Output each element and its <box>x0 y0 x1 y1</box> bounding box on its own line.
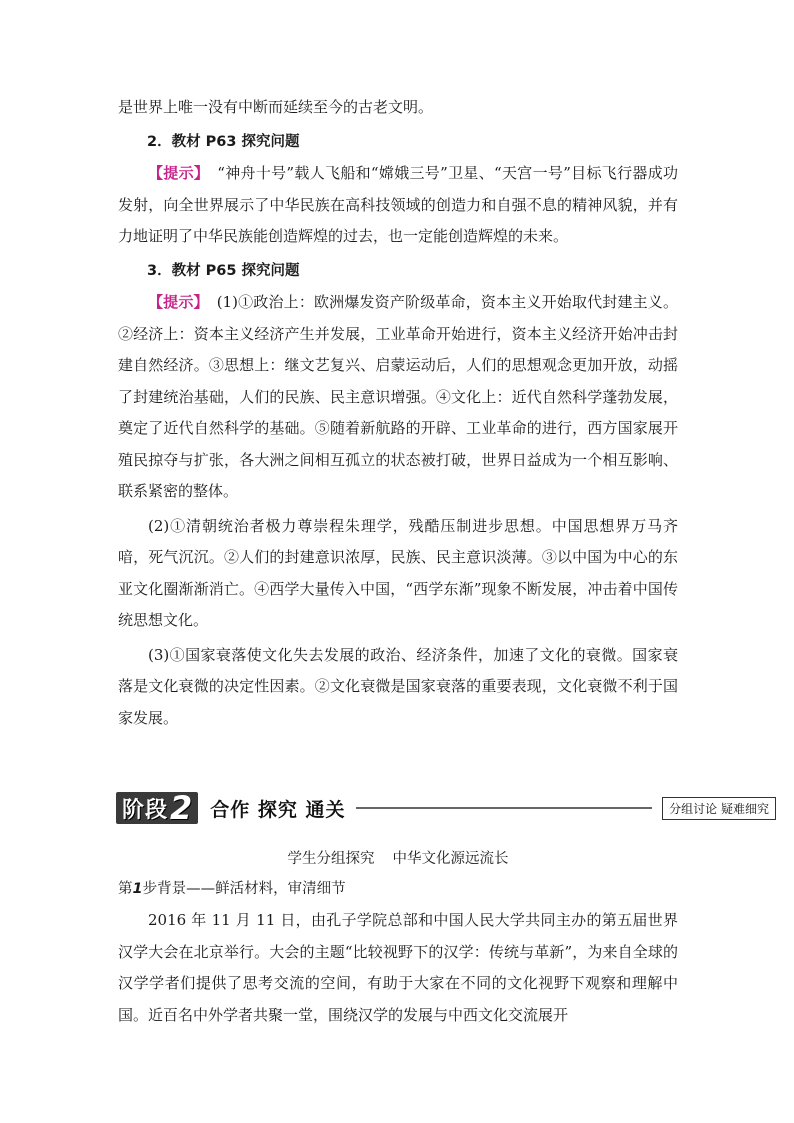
stage-divider <box>356 807 653 809</box>
section-content <box>118 844 678 1031</box>
continuation-paragraph: 是世界上唯一没有中断而延续至今的古老文明。 <box>118 98 434 116</box>
step-prefix: 第 <box>118 881 133 897</box>
stage-title: 合作 探究 通关 <box>210 798 346 821</box>
section-title-right: 中华文化源远流长 <box>392 851 509 867</box>
stage-banner <box>116 789 776 827</box>
stage-word: 阶段 <box>122 797 169 823</box>
item-3-part1-text: (1)①政治上：欧洲爆发资产阶级革命，资本主义开始取代封建主义。②经济上：资本主义经济产生并发展，工业革命开始进行，资本主义经济开始冲击封建自然经济。③思想上：继文艺复兴、启蒙运动后，人们的思想观念更加开放，动摇了封建统治基础，人们的民族、民主意识增强。④文化上：近代自然科学蓬勃发展，奠定了近代自然科学的基础。⑤随着新航路的开辟、工业革命的进行，西方国家展开殖民掠夺与扩张，各大洲之间相互孤立的状态被打破，世界日益成为一个相互影响、联系紧密的整体。 <box>118 293 678 500</box>
stage-tag: 分组讨论 疑难细究 <box>662 797 776 820</box>
main-content <box>118 92 678 734</box>
tip-label: 【提示】 <box>148 293 209 311</box>
tip-label: 【提示】 <box>148 164 210 182</box>
step-number: 1 <box>132 881 143 897</box>
item-2-text: “神舟十号”载人飞船和“嫦娥三号”卫星、“天宫一号”目标飞行器成功发射，向全世界展示了中华民族在高科技领域的创造力和自强不息的精神风貌，并有力地证明了中华民族能创造辉煌的过去，也一定能创造辉煌的未来。 <box>118 164 678 245</box>
background-paragraph: 2016 年 11 月 11 日，由孔子学院总部和中国人民大学共同主办的第五届世界汉学大会在北京举行。大会的主题“比较视野下的汉学：传统与革新”，为来自全球的汉学学者们提供了思考交流的空间，有助于大家在不同的文化视野下观察和理解中国。近百名中外学者共聚一堂，围绕汉学的发展与中西文化交流展开 <box>118 911 678 1024</box>
section-title <box>118 844 678 874</box>
step-heading <box>118 874 678 905</box>
item-3-answer-part1 <box>118 287 678 508</box>
step-rest: 步背景——鲜活材料，审清细节 <box>142 881 346 897</box>
item-3-answer-part2: (2)①清朝统治者极力尊崇程朱理学，残酷压制进步思想。中国思想界万马齐喑，死气沉沉。②人们的封建意识浓厚，民族、民主意识淡薄。③以中国为中心的东亚文化圈渐渐消亡。④西学大量传入中国，“西学东渐”现象不断发展，冲击着中国传统思想文化。 <box>118 516 678 629</box>
item-3-heading: 3．教材 P65 探究问题 <box>147 262 300 279</box>
item-2-heading: 2．教材 P63 探究问题 <box>147 133 300 150</box>
item-2-answer <box>118 158 678 253</box>
stage-number: 2 <box>170 789 193 827</box>
item-3-answer-part3: (3)①国家衰落使文化失去发展的政治、经济条件，加速了文化的衰微。国家衰落是文化衰微的决定性因素。②文化衰微是国家衰落的重要表现，文化衰微不利于国家发展。 <box>118 645 678 727</box>
section-title-left: 学生分组探究 <box>287 851 375 867</box>
stage-badge <box>116 789 198 827</box>
